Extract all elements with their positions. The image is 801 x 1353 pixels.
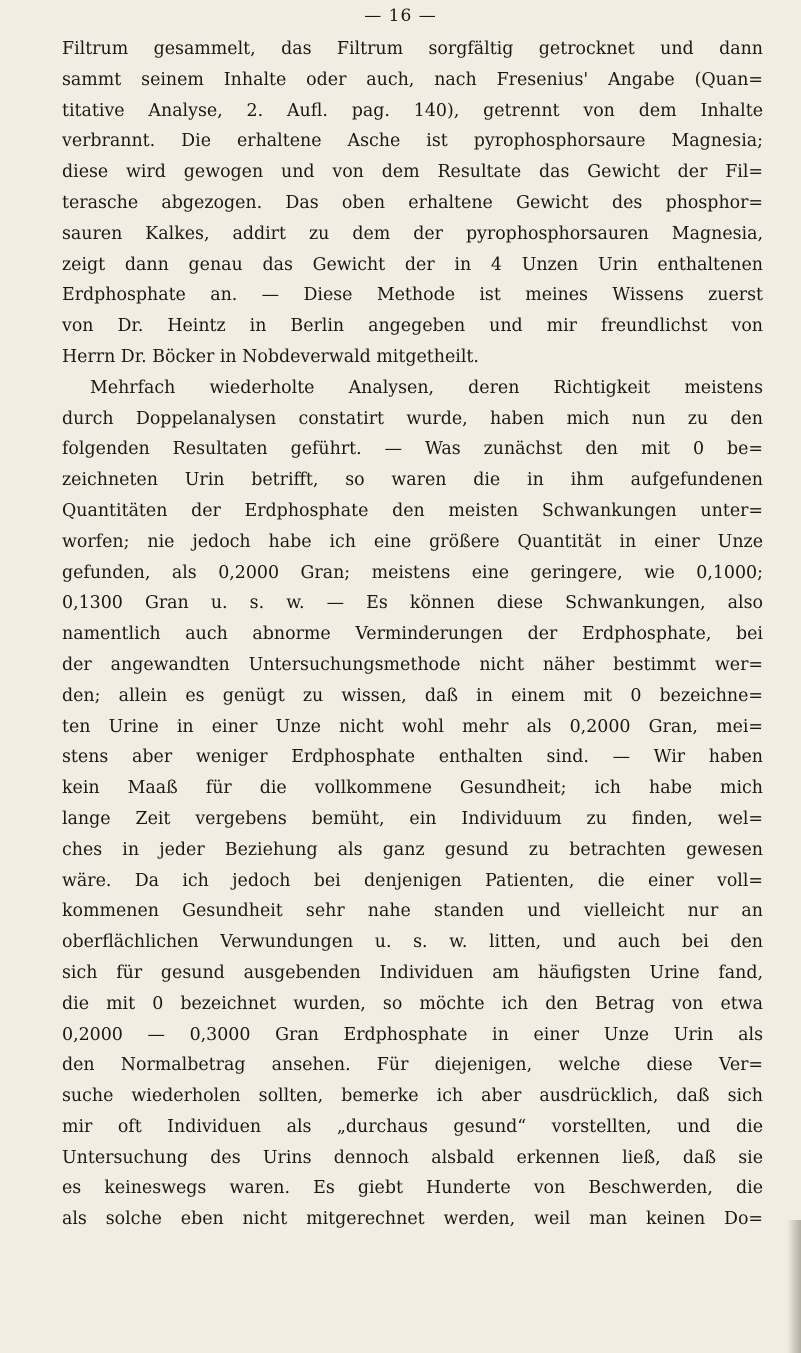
text-line: titative Analyse, 2. Aufl. pag. 140), getrennt von dem Inhalte (62, 100, 763, 121)
text-line: terasche abgezogen. Das oben erhaltene Gewicht des phosphor= (62, 192, 763, 213)
text-line: den; allein es genügt zu wissen, daß in einem mit 0 bezeichne= (62, 685, 763, 706)
text-line: den Normalbetrag ansehen. Für diejenigen, welche diese Ver= (62, 1055, 763, 1076)
text-line: Filtrum gesammelt, das Filtrum sorgfältig getrocknet und dann (62, 39, 763, 59)
text-line: die mit 0 bezeichnet wurden, so möchte ich den Betrag von etwa (62, 993, 763, 1014)
text-line: sauren Kalkes, addirt zu dem der pyrophosphorsauren Magnesia, (62, 223, 763, 244)
text-line: Erdphosphate an. — Diese Methode ist meines Wissens zuerst (62, 285, 763, 306)
text-line: suche wiederholen sollten, bemerke ich aber ausdrücklich, daß sich (62, 1086, 763, 1107)
text-line: gefunden, als 0,2000 Gran; meistens eine geringere, wie 0,1000; (62, 562, 763, 583)
text-line: ches in jeder Beziehung als ganz gesund zu betrachten gewesen (62, 839, 763, 860)
text-line: von Dr. Heintz in Berlin angegeben und mir freundlichst von (62, 316, 763, 337)
text-line: sammt seinem Inhalte oder auch, nach Fresenius' Angabe (Quan= (62, 69, 763, 90)
text-line: Mehrfach wiederholte Analysen, deren Richtigkeit meistens (90, 377, 763, 398)
text-line: 0,1300 Gran u. s. w. — Es können diese Schwankungen, also (62, 593, 763, 614)
text-line: zeigt dann genau das Gewicht der in 4 Unzen Urin enthaltenen (62, 254, 763, 275)
text-line: 0,2000 — 0,3000 Gran Erdphosphate in einer Unze Urin als (62, 1024, 763, 1045)
text-line: als solche eben nicht mitgerechnet werden, weil man keinen Do= (62, 1209, 763, 1230)
text-line: oberflächlichen Verwundungen u. s. w. litten, und auch bei den (62, 932, 763, 953)
text-line: kommenen Gesundheit sehr nahe standen und vielleicht nur an (62, 901, 763, 922)
text-line: wäre. Da ich jedoch bei denjenigen Patienten, die einer voll= (62, 870, 763, 891)
text-line: stens aber weniger Erdphosphate enthalten sind. — Wir haben (62, 747, 763, 768)
text-line: es keineswegs waren. Es giebt Hunderte von Beschwerden, die (62, 1178, 763, 1199)
text-line: folgenden Resultaten geführt. — Was zunächst den mit 0 be= (62, 439, 763, 460)
text-line: Untersuchung des Urins dennoch alsbald erkennen ließ, daß sie (62, 1147, 763, 1168)
text-line: lange Zeit vergebens bemüht, ein Individuum zu finden, wel= (62, 808, 763, 829)
text-line: kein Maaß für die vollkommene Gesundheit; ich habe mich (62, 778, 763, 799)
text-line: Herrn Dr. Böcker in Nobdeverwald mitgetheilt. (62, 346, 479, 367)
text-line: sich für gesund ausgebenden Individuen am häufigsten Urine fand, (62, 962, 763, 983)
text-line: mir oft Individuen als „durchaus gesund“ vorstellten, und die (62, 1116, 763, 1137)
page-edge-shadow (787, 1220, 801, 1353)
text-line: namentlich auch abnorme Verminderungen der Erdphosphate, bei (62, 624, 763, 645)
text-line: ten Urine in einer Unze nicht wohl mehr als 0,2000 Gran, mei= (62, 716, 763, 737)
text-line: verbrannt. Die erhaltene Asche ist pyrophosphorsaure Magnesia; (62, 131, 763, 152)
text-line: diese wird gewogen und von dem Resultate das Gewicht der Fil= (62, 162, 763, 183)
body-text (62, 34, 763, 1235)
text-line: zeichneten Urin betrifft, so waren die in ihm aufgefundenen (62, 470, 763, 491)
text-line: Quantitäten der Erdphosphate den meisten Schwankungen unter= (62, 500, 763, 521)
text-line: durch Doppelanalysen constatirt wurde, haben mich nun zu den (62, 408, 763, 429)
page-number: — 16 — (364, 6, 437, 26)
text-line: der angewandten Untersuchungsmethode nicht näher bestimmt wer= (62, 654, 763, 675)
text-line: worfen; nie jedoch habe ich eine größere Quantität in einer Unze (62, 531, 763, 552)
